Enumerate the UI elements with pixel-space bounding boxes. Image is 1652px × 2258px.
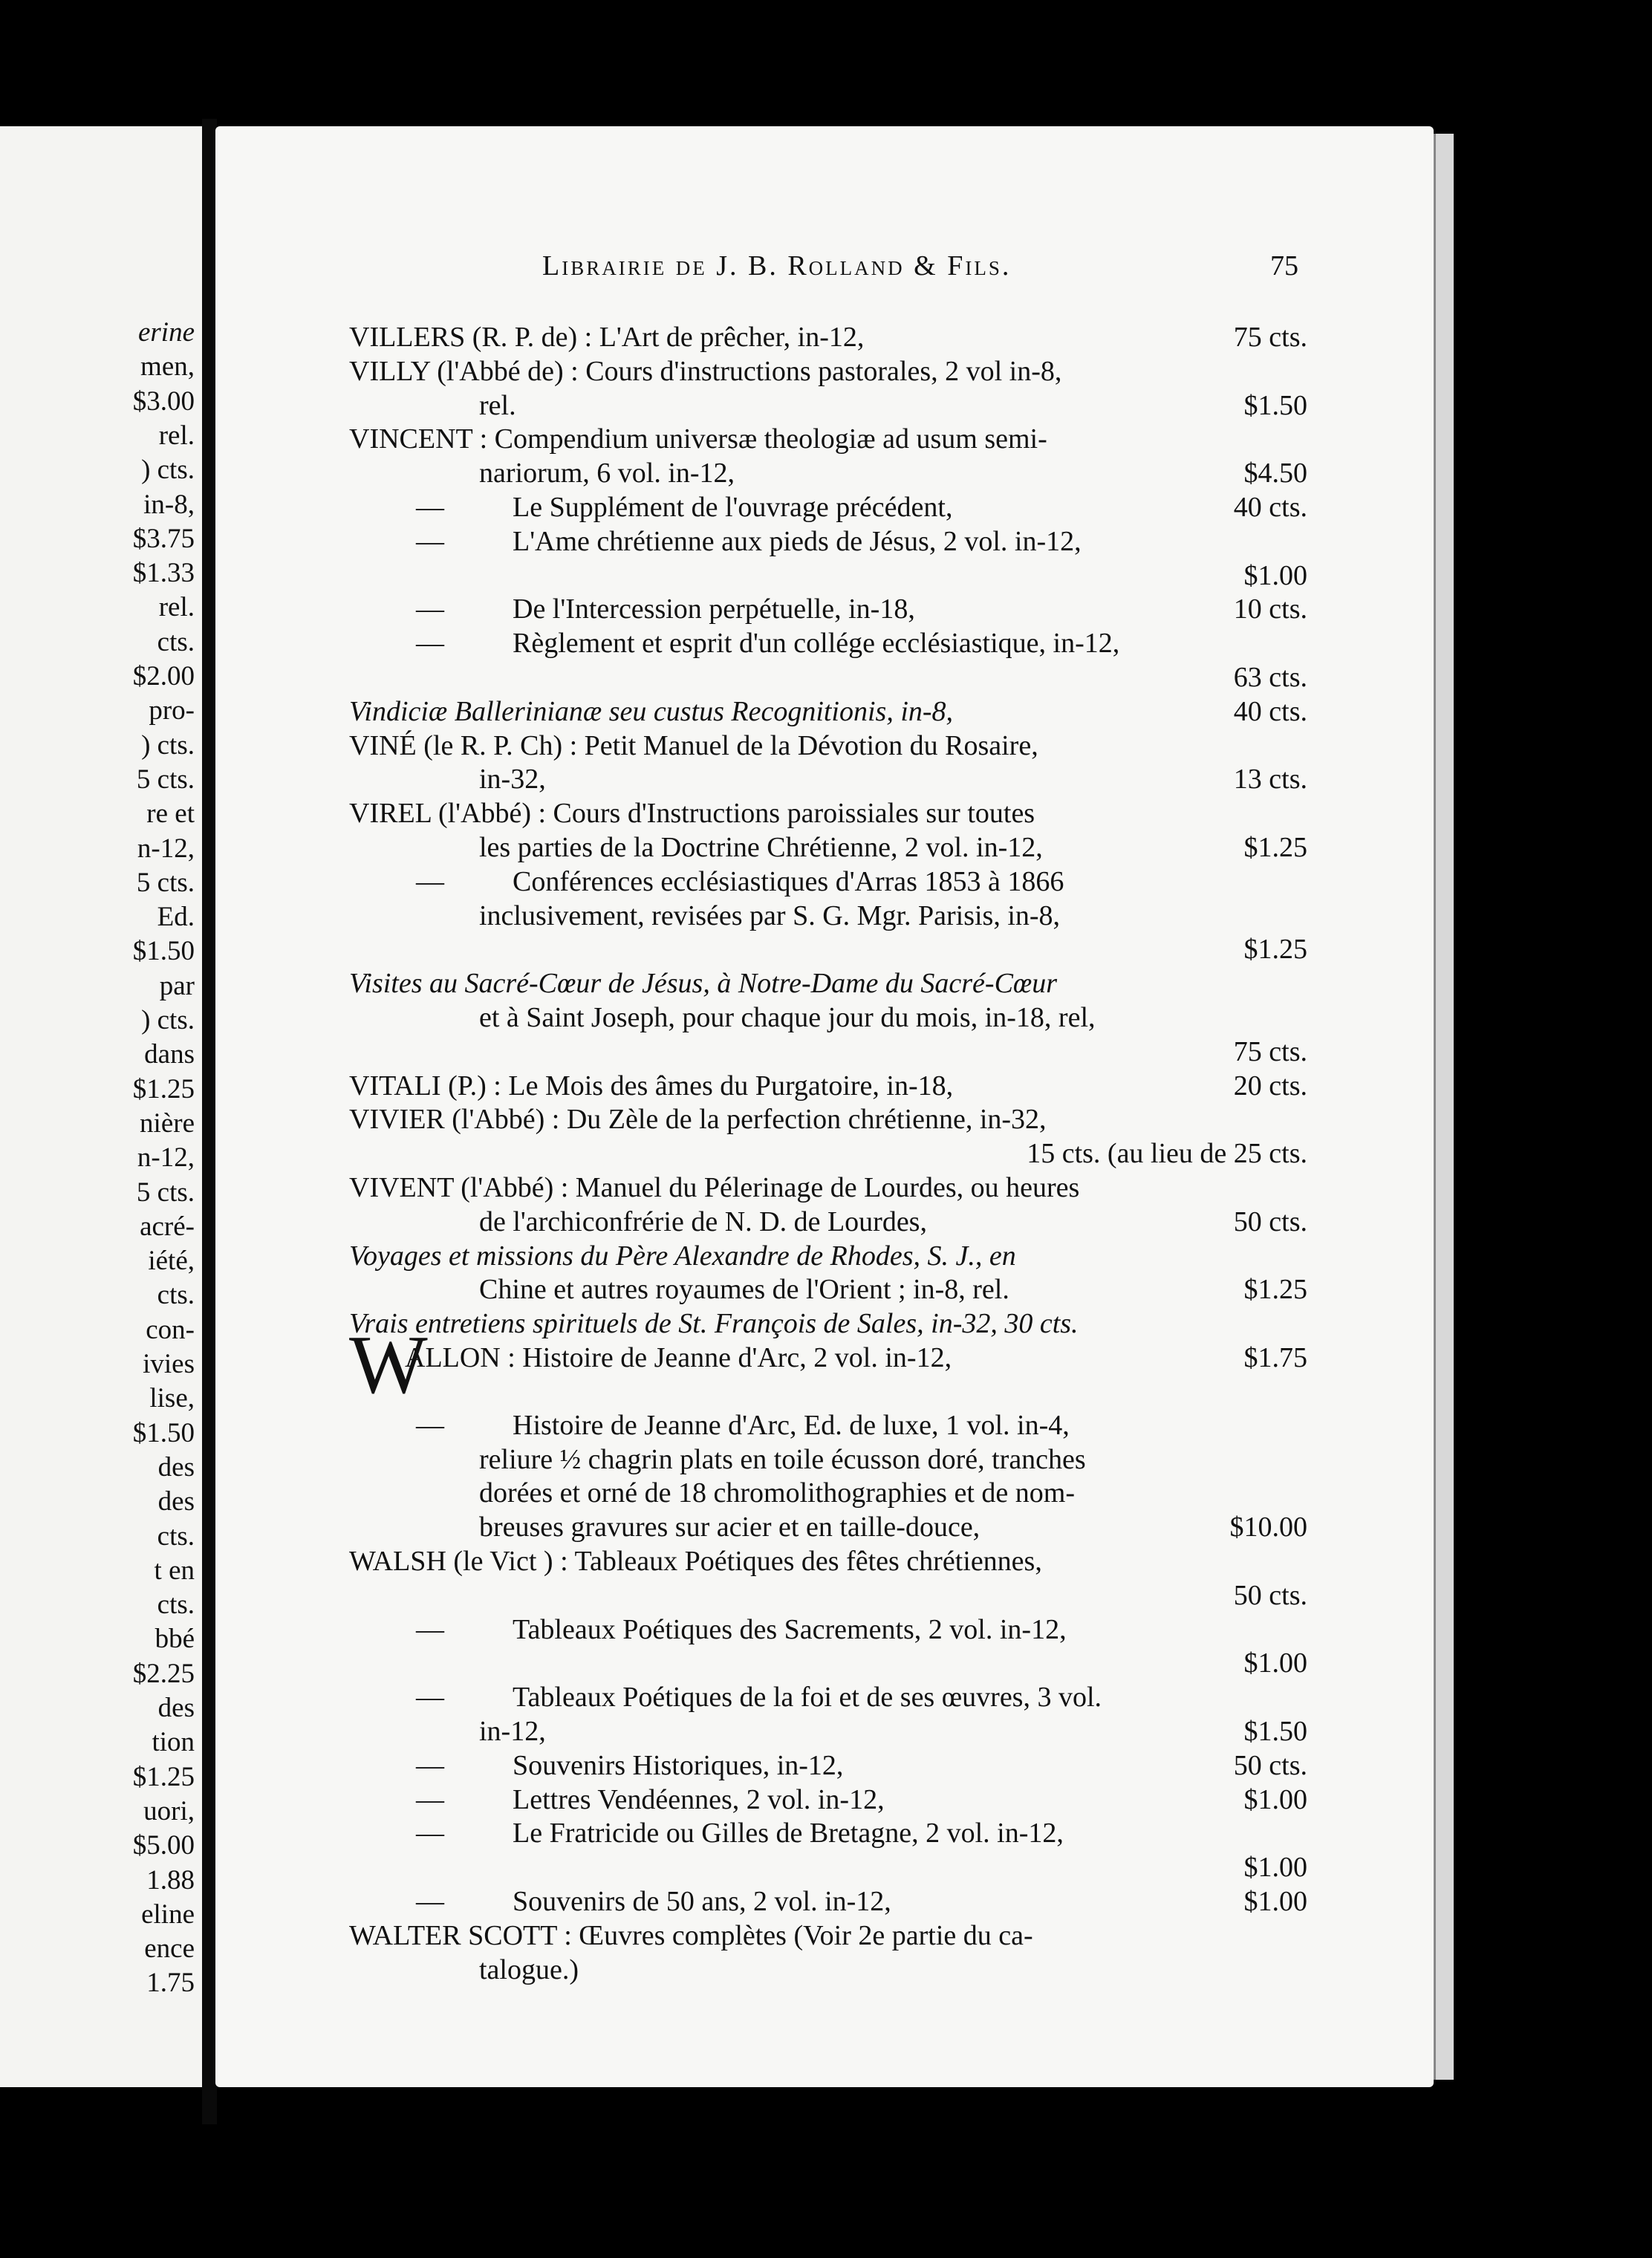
entry-text: Le Supplément de l'ouvrage précédent, [513,492,953,523]
entry-line [215,355,1434,389]
entry-text: breuses gravures sur acier et en taille-douce, [479,1512,981,1543]
entry-text: Règlement et esprit d'un collége ecclésiastique, in-12, [513,628,1120,660]
entry-text: reliure ½ chagrin plats en toile écusson doré, tranches [479,1443,1086,1475]
facing-page-line: ence [144,1933,195,1965]
facing-page-line: in-8, [143,489,195,520]
entry-line [215,1240,1434,1274]
ditto-dash: — [416,1749,444,1781]
entry-line [215,661,1434,695]
entry-line [215,1273,1434,1307]
entry-text: Chine et autres royaumes de l'Orient ; in-8, rel. [479,1274,1009,1306]
facing-page-line: Ed. [157,902,195,933]
page-number: 75 [1270,250,1298,282]
entry-line [215,933,1434,967]
entry-text: VIVIER (l'Abbé) : Du Zèle de la perfection chrétienne, in-32, [349,1104,1047,1136]
facing-page-line: lise, [149,1383,195,1414]
entry-price: 63 cts. [1233,662,1307,693]
entry-line [215,1851,1434,1885]
facing-page-line: n-12, [137,1142,195,1174]
entry-line [215,1511,1434,1545]
entry-line [215,1070,1434,1104]
ditto-dash: — [416,1613,444,1645]
facing-page-line: t en [154,1555,195,1586]
facing-page-line: iété, [148,1246,195,1277]
entry-line [215,389,1434,423]
facing-page-line: n-12, [137,833,195,864]
facing-page-line: $5.00 [132,1830,195,1861]
ditto-dash: — [416,1818,444,1849]
ditto-dash: — [416,1682,444,1714]
entry-line [215,797,1434,831]
facing-page-line: ) cts. [141,729,195,761]
entry-line [215,1953,1434,1988]
entry-line [215,457,1434,491]
entry-price: $4.50 [1243,458,1307,489]
entry-price: 15 cts. (au lieu de 25 cts. [1027,1138,1307,1170]
entry-text: Visites au Sacré-Cœur de Jésus, à Notre-Dame du Sacré-Cœur [349,968,1058,1000]
entry-price: $1.00 [1243,1783,1307,1815]
facing-page-line: 1.88 [146,1864,195,1896]
entry-line [215,1171,1434,1206]
facing-page-line: des [157,1693,195,1723]
facing-page-line: $2.00 [132,661,195,692]
facing-page-line: con- [146,1314,195,1345]
facing-page-line: 5 cts. [136,1177,195,1208]
entry-line [215,423,1434,457]
entry-text: nariorum, 6 vol. in-12, [479,458,735,489]
entry-text: inclusivement, revisées par S. G. Mgr. Parisis, in-8, [479,899,1061,931]
running-title: Librairie de J. B. Rolland & Fils. [542,250,1012,282]
entry-price: $1.50 [1243,1716,1307,1747]
facing-page-line: 1.75 [146,1968,195,1999]
entry-line [215,321,1434,355]
running-header [215,250,1434,290]
entry-price: $1.25 [1243,934,1307,966]
ditto-dash: — [416,1409,444,1441]
entry-text: Vindiciæ Ballerinianæ seu custus Recognitionis, in-8, [349,695,954,727]
entry-price: 50 cts. [1233,1749,1307,1781]
facing-page-line: $1.25 [132,1761,195,1792]
entry-text: WALTER SCOTT : Œuvres complètes (Voir 2e partie du ca- [349,1919,1033,1951]
ditto-dash: — [416,593,444,625]
entry-text: Souvenirs Historiques, in-12, [513,1749,844,1781]
facing-page-fragment [0,126,202,2087]
entry-price: 20 cts. [1233,1070,1307,1102]
entry-text: WALSH (le Vict ) : Tableaux Poétiques des fêtes chrétiennes, [349,1546,1042,1577]
entry-text: De l'Intercession perpétuelle, in-18, [513,593,915,625]
facing-page-line: ) cts. [141,455,195,486]
entry-line [215,1885,1434,1919]
entry-line [215,1035,1434,1070]
entry-price: 50 cts. [1233,1579,1307,1611]
ditto-dash: — [416,525,444,557]
facing-page-line: $1.50 [132,936,195,967]
entry-line [215,627,1434,661]
entry-line [215,1409,1434,1443]
entry-text: VITALI (P.) : Le Mois des âmes du Purgatoire, in-18, [349,1070,954,1102]
facing-page-line: men, [140,351,195,383]
entry-price: 10 cts. [1233,593,1307,625]
entry-text: talogue.) [479,1953,579,1985]
page-edge [1434,134,1454,2080]
entry-price: $1.00 [1243,1647,1307,1679]
entry-price: $1.00 [1243,559,1307,591]
facing-page-line: pro- [149,695,195,726]
facing-page-line: rel. [158,420,195,451]
entry-price: $1.25 [1243,1274,1307,1306]
facing-page-line: des [157,1451,195,1483]
entry-text: VINCENT : Compendium universæ theologiæ ad usum semi- [349,423,1047,455]
entry-price: $1.00 [1243,1886,1307,1917]
entry-text: les parties de la Doctrine Chrétienne, 2 vol. in-12, [479,832,1043,863]
entry-text: Le Fratricide ou Gilles de Bretagne, 2 vol. in-12, [513,1818,1064,1849]
entry-price: $1.75 [1243,1342,1307,1373]
facing-page-line: eline [141,1899,195,1930]
entry-line [215,1545,1434,1579]
entry-line [215,525,1434,559]
entry-text: Vrais entretiens spirituels de St. François de Sales, in-32, 30 cts. [349,1308,1079,1340]
entry-line [215,593,1434,627]
entry-text: Lettres Vendéennes, 2 vol. in-12, [513,1783,885,1815]
entry-text: Conférences ecclésiastiques d'Arras 1853 à 1866 [513,865,1064,897]
book-gutter [202,119,217,2124]
entry-text: rel. [479,389,516,421]
entry-line [215,1817,1434,1851]
facing-page-line: acré- [140,1211,195,1242]
ditto-dash: — [416,628,444,660]
entry-line [215,1137,1434,1171]
entry-price: 40 cts. [1233,695,1307,727]
entry-line [215,763,1434,797]
entry-line [215,1919,1434,1953]
facing-page-line: des [157,1486,195,1517]
facing-page-line: $3.00 [132,385,195,417]
entry-line [215,729,1434,764]
facing-page-line: $1.33 [132,558,195,589]
entry-text: de l'archiconfrérie de N. D. de Lourdes, [479,1206,927,1237]
facing-page-line: par [159,970,195,1001]
ditto-dash: — [416,865,444,897]
entry-text: Histoire de Jeanne d'Arc, Ed. de luxe, 1 vol. in-4, [513,1409,1070,1441]
entry-line [215,1647,1434,1681]
entry-price: $1.00 [1243,1852,1307,1884]
facing-page-line: $3.75 [132,523,195,554]
entry-line [215,1206,1434,1240]
entry-line [215,1783,1434,1818]
facing-page-line: cts. [157,1590,195,1621]
entry-line [215,1749,1434,1783]
entry-text: VIREL (l'Abbé) : Cours d'Instructions paroissiales sur toutes [349,798,1035,830]
entry-price: 75 cts. [1233,1035,1307,1067]
entry-text: ALLON : Histoire de Jeanne d'Arc, 2 vol. in-12, [405,1342,952,1373]
entry-text: dorées et orné de 18 chromolithographies et de nom- [479,1477,1075,1509]
facing-page-line: uori, [143,1795,195,1826]
entry-text: VILLERS (R. P. de) : L'Art de prêcher, in-12, [349,322,865,353]
entry-text: Tableaux Poétiques de la foi et de ses œuvres, 3 vol. [513,1682,1102,1714]
facing-page-line: rel. [158,592,195,623]
facing-page-line: 5 cts. [136,764,195,795]
entry-line [215,1579,1434,1613]
entry-text: in-12, [479,1716,546,1747]
ditto-dash: — [416,1783,444,1815]
entry-price: $1.25 [1243,832,1307,863]
entry-price: 13 cts. [1233,764,1307,795]
entry-price: $1.50 [1243,389,1307,421]
entry-text: in-32, [479,764,546,795]
facing-page-line: dans [144,1039,195,1070]
facing-page-line: $1.25 [132,1073,195,1104]
entry-line [215,695,1434,729]
facing-page-line: nière [140,1107,195,1139]
entry-line [215,1103,1434,1137]
facing-page-line: cts. [157,1520,195,1552]
entry-line [215,1715,1434,1749]
entry-line [215,1001,1434,1035]
facing-page-line: $1.50 [132,1417,195,1448]
entry-line [215,865,1434,899]
entry-text: Voyages et missions du Père Alexandre de Rhodes, S. J., en [349,1240,1016,1272]
facing-page-line: cts. [157,1280,195,1311]
entry-text: VILLY (l'Abbé de) : Cours d'instructions pastorales, 2 vol in-8, [349,355,1062,387]
entry-line [215,491,1434,525]
entry-line [215,1443,1434,1477]
facing-page-line: cts. [157,626,195,657]
entry-line [215,899,1434,934]
facing-page-line: $2.25 [132,1658,195,1689]
entry-price: $10.00 [1229,1512,1307,1543]
entry-text: Souvenirs de 50 ans, 2 vol. in-12, [513,1886,891,1917]
entry-price: 75 cts. [1233,322,1307,353]
facing-page-line: bbé [155,1624,195,1655]
entry-line [215,1613,1434,1647]
entry-text: Tableaux Poétiques des Sacrements, 2 vol. in-12, [513,1613,1067,1645]
facing-page-line: tion [152,1727,195,1758]
facing-page-line: re et [146,798,195,830]
facing-page-line: 5 cts. [136,867,195,898]
drop-initial: W [349,1319,428,1411]
facing-page-line: ivies [143,1349,195,1379]
entry-text: L'Ame chrétienne aux pieds de Jésus, 2 vol. in-12, [513,525,1082,557]
facing-page-line: ) cts. [141,1005,195,1035]
entry-text: et à Saint Joseph, pour chaque jour du mois, in-18, rel, [479,1002,1096,1033]
entry-line [215,831,1434,865]
catalogue-page [215,126,1434,2087]
entry-line [215,559,1434,593]
entry-price: 50 cts. [1233,1206,1307,1237]
entry-text: VIVENT (l'Abbé) : Manuel du Pélerinage de Lourdes, ou heures [349,1172,1080,1203]
entry-line [215,1681,1434,1715]
ditto-dash: — [416,492,444,523]
entry-line [215,967,1434,1001]
entry-price: 40 cts. [1233,492,1307,523]
entry-text: VINÉ (le R. P. Ch) : Petit Manuel de la Dévotion du Rosaire, [349,729,1038,761]
ditto-dash: — [416,1886,444,1917]
facing-page-line: erine [137,317,195,348]
entry-line [215,1477,1434,1511]
